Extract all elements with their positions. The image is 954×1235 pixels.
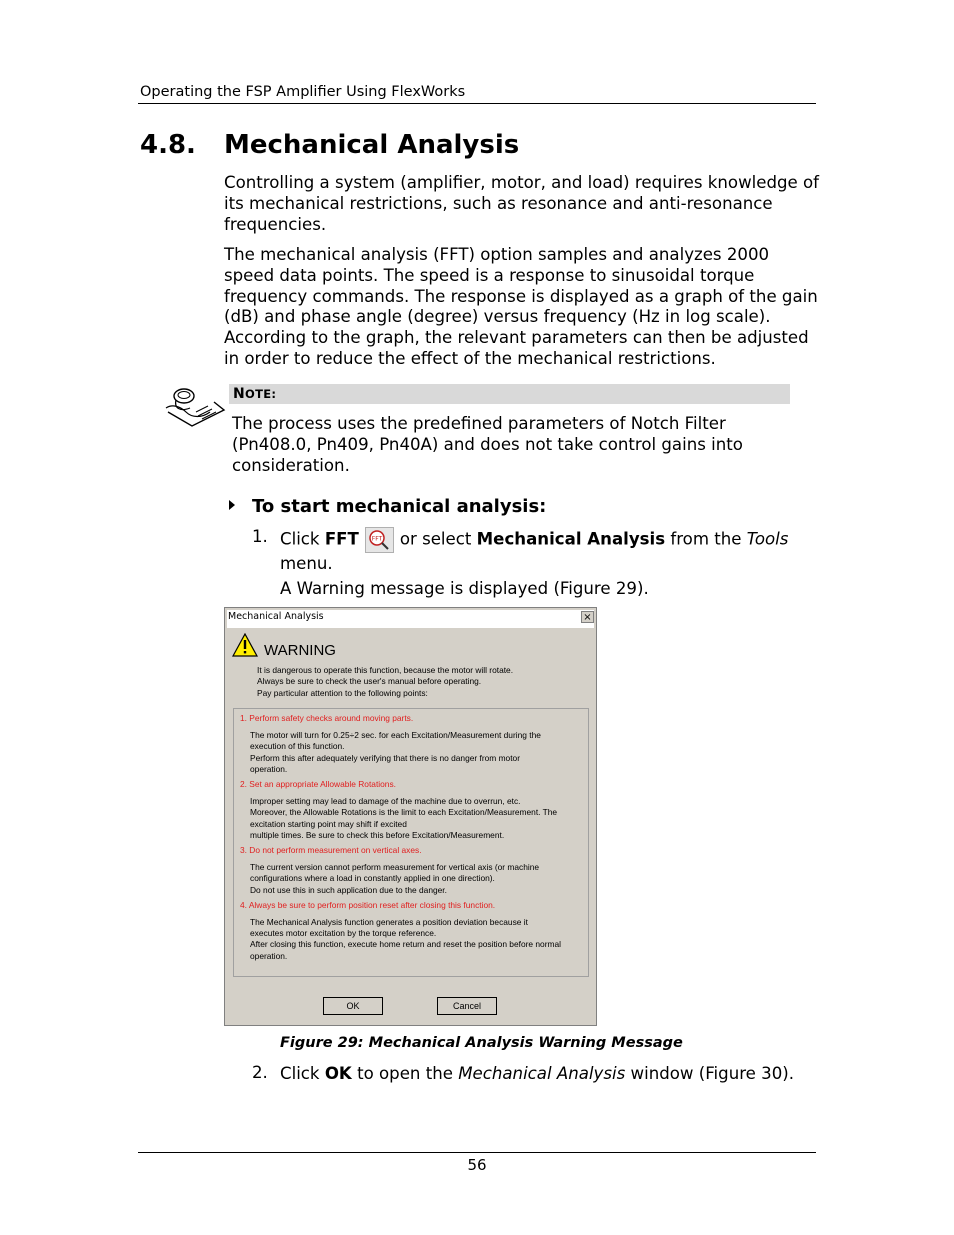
point-heading: 3. Do not perform measurement on vertical axes. xyxy=(240,845,422,856)
dialog-close-button[interactable]: × xyxy=(581,611,594,623)
step-1-result: A Warning message is displayed (Figure 29). xyxy=(280,579,649,598)
point-heading: 4. Always be sure to perform position reset after closing this function. xyxy=(240,899,496,910)
dialog-title: Mechanical Analysis xyxy=(228,611,324,622)
warning-triangle-icon xyxy=(232,633,258,657)
procedure-arrow-icon xyxy=(229,500,235,510)
svg-text:FFT: FFT xyxy=(371,535,383,543)
warning-intro xyxy=(257,665,587,699)
procedure-title: To start mechanical analysis: xyxy=(252,496,547,517)
note-label-bar xyxy=(229,384,790,404)
ok-button[interactable]: OK xyxy=(323,997,383,1015)
step-2-text: Click OK to open the Mechanical Analysis window (Figure 30). xyxy=(280,1064,795,1083)
intro-line: It is dangerous to operate this function, because the motor will rotate. xyxy=(257,665,514,675)
note-label: NOTE: xyxy=(233,386,277,402)
point-body: The motor will turn for 0.25÷2 sec. for each Excitation/Measurement during the execution of this function. Perform this after adequately verifying that there is no danger from motor operation. xyxy=(250,730,541,774)
figure-caption: Figure 29: Mechanical Analysis Warning Message xyxy=(280,1035,683,1051)
warning-heading: WARNING xyxy=(264,642,336,659)
running-header: Operating the FSP Amplifier Using FlexWorks xyxy=(140,84,466,100)
header-rule xyxy=(138,103,816,104)
warning-dialog xyxy=(224,607,597,1026)
intro-paragraph: Controlling a system (amplifier, motor, and load) requires knowledge of its mechanical restrictions, such as resonance and anti-resonance frequencies. xyxy=(224,173,820,234)
section-title: Mechanical Analysis xyxy=(224,130,520,160)
note-text: The process uses the predefined parameters of Notch Filter (Pn408.0, Pn409, Pn40A) and does not take control gains into consideration. xyxy=(232,414,743,475)
point-body: The Mechanical Analysis function generates a position deviation because it executes motor excitation by the torque reference. After closing this function, execute home return and reset the position before normal operation. xyxy=(250,917,561,961)
section-number: 4.8. xyxy=(140,130,196,160)
step-1-number: 1. xyxy=(252,527,268,546)
point-heading: 2. Set an appropriate Allowable Rotations. xyxy=(240,779,396,790)
step-2-number: 2. xyxy=(252,1063,268,1082)
note-icon xyxy=(162,382,228,432)
cancel-button[interactable]: Cancel xyxy=(437,997,497,1015)
point-body: The current version cannot perform measurement for vertical axis (or machine configurations where a load in constantly applied in one direction). Do not use this in such application due to the danger. xyxy=(250,862,540,895)
page-number: 56 xyxy=(467,1156,487,1174)
point-heading: 1. Perform safety checks around moving parts. xyxy=(240,713,414,723)
fft-toolbar-icon xyxy=(365,527,394,553)
step-1-text: Click FFT FFT or select Mechanical Analysis from the Tools menu. xyxy=(280,527,820,574)
intro-line: Pay particular attention to the following points: xyxy=(257,687,428,698)
fft-description-paragraph: The mechanical analysis (FFT) option samples and analyzes 2000 speed data points. The speed is a response to sinusoidal torque frequency commands. The response is displayed as a graph of the gain (dB) and phase angle (degree) versus frequency (Hz in log scale). According to the graph, the relevant parameters can then be adjusted in order to reduce the effect of the mechanical restrictions. xyxy=(224,245,818,368)
intro-line: Always be sure to check the user's manual before operating. xyxy=(257,676,482,687)
warning-points-box xyxy=(233,708,589,977)
point-body: Improper setting may lead to damage of the machine due to overrun, etc. Moreover, the Allowable Rotations is the limit to each Excitation/Measurement. The excitation starting point may shift if excited multiple times. Be sure to check this before Excitation/Measurement. xyxy=(250,796,558,840)
footer-rule xyxy=(138,1152,816,1153)
